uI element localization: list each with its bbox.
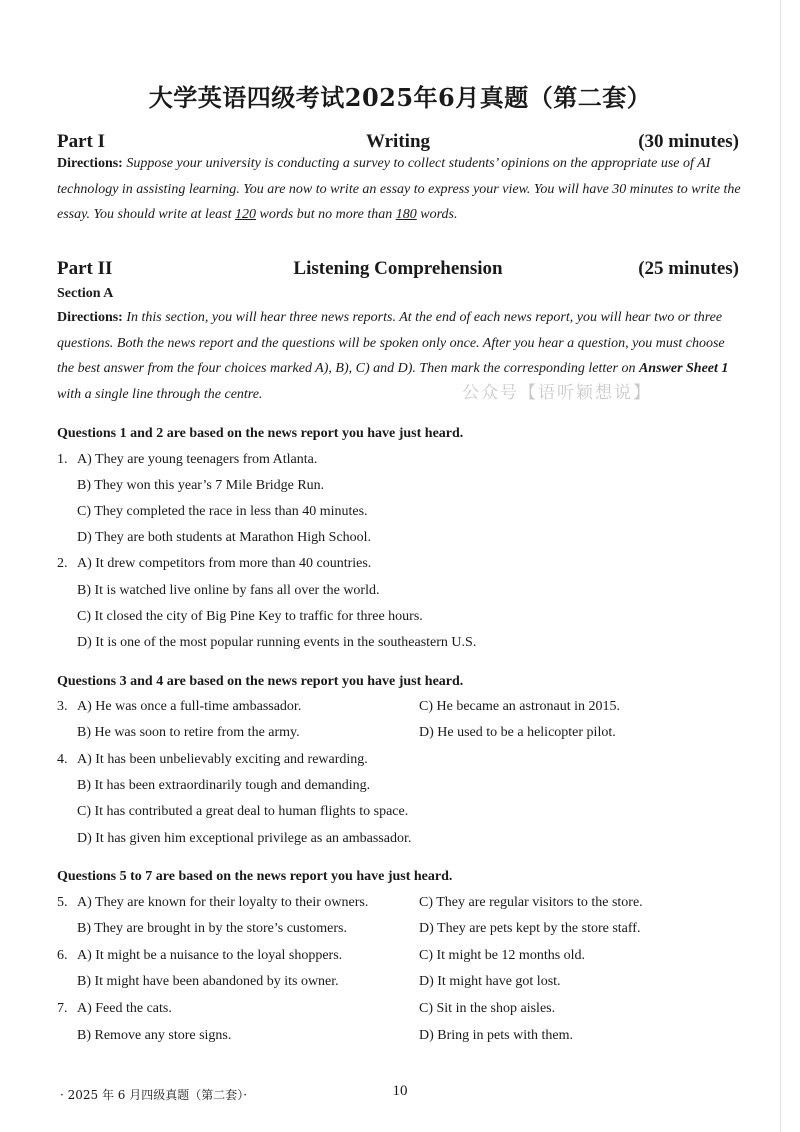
question-group-header: Questions 1 and 2 are based on the news report you have just heard. [57,426,464,441]
option-a: A) It has been unbelievably exciting and rewarding. [77,752,368,767]
question-number: 1. [57,452,68,467]
part1-label: Part I [57,131,106,152]
option-a: A) They are known for their loyalty to their owners. [77,895,369,910]
option-b: B) It might have been abandoned by its owner. [77,974,339,989]
option-d: D) He used to be a helicopter pilot. [419,725,616,740]
page-edge-line [780,0,781,1132]
watermark: 公众号【语听颖想说】 [462,383,652,403]
part2-label: Part II [57,258,113,279]
question-group-header: Questions 3 and 4 are based on the news report you have just heard. [57,674,464,689]
option-d: D) They are pets kept by the store staff. [419,921,641,936]
option-c: C) It has contributed a great deal to human flights to space. [77,804,409,819]
question-number: 5. [57,895,68,910]
part1-directions-lead: Directions: [57,156,123,171]
part1-max-words: 180 [395,207,417,223]
option-c: C) He became an astronaut in 2015. [419,699,620,714]
question-number: 6. [57,948,68,963]
question-group-header: Questions 5 to 7 are based on the news report you have just heard. [57,869,453,884]
part2-header [57,258,739,284]
part1-min-words: 120 [235,207,257,223]
option-b: B) It is watched live online by fans all over the world. [77,583,380,598]
footer-label: · 2025 年 6 月四级真题（第二套）· [60,1088,248,1102]
option-d: D) It has given him exceptional privilege as an ambassador. [77,831,412,846]
option-d: D) It is one of the most popular running events in the southeastern U.S. [77,635,477,650]
answer-sheet-label: Answer Sheet 1 [638,361,729,377]
part1-directions-text-3: words. [416,207,458,223]
part2-directions-text-1: In this section, you will hear three news reports. At the end of each news report, you will hear two or three questions. Both the news report and the questions will be spoken only once. After you hear a question, you must choose the best answer from the four choices marked A), B), C) and D). Then mark the corresponding letter on [57,310,725,377]
option-b: B) It has been extraordinarily tough and demanding. [77,778,371,793]
option-c: C) Sit in the shop aisles. [419,1001,556,1016]
part1-name: Writing [365,131,431,152]
option-d: D) They are both students at Marathon High School. [77,530,372,545]
option-b: B) They are brought in by the store’s customers. [77,921,347,936]
question-number: 3. [57,699,68,714]
option-a: A) He was once a full-time ambassador. [77,699,302,714]
option-b: B) Remove any store signs. [77,1028,232,1043]
option-b: B) He was soon to retire from the army. [77,725,300,740]
option-a: A) It might be a nuisance to the loyal shoppers. [77,948,343,963]
option-d: D) Bring in pets with them. [419,1028,573,1043]
page-number: 10 [392,1083,408,1099]
part1-directions-text-2: words but no more than [256,207,396,223]
part1-directions-text-1: Suppose your university is conducting a survey to collect students’ opinions on the appropriate use of AI technology in assisting learning. You are now to write an essay to express your view. You will have 30 minutes to write the essay. You should write at least [57,156,741,223]
section-a-label: Section A [57,286,114,301]
option-a: A) Feed the cats. [77,1001,172,1016]
part1-time: (30 minutes) [638,131,739,152]
option-c: C) It closed the city of Big Pine Key to traffic for three hours. [77,609,423,624]
part2-directions-text-2: with a single line through the centre. [57,387,263,403]
option-d: D) It might have got lost. [419,974,561,989]
option-c: C) It might be 12 months old. [419,948,586,963]
question-number: 4. [57,752,68,767]
option-c: C) They completed the race in less than 40 minutes. [77,504,368,519]
option-a: A) It drew competitors from more than 40 countries. [77,556,372,571]
option-c: C) They are regular visitors to the store. [419,895,643,910]
option-a: A) They are young teenagers from Atlanta. [77,452,318,467]
page-title: 大学英语四级考试2025年6月真题（第二套） [148,83,652,112]
part1-directions [57,151,741,228]
option-b: B) They won this year’s 7 Mile Bridge Run. [77,478,325,493]
part2-name: Listening Comprehension [293,258,503,279]
question-number: 2. [57,556,68,571]
question-number: 7. [57,1001,68,1016]
part2-directions-lead: Directions: [57,310,123,325]
part2-time: (25 minutes) [638,258,739,279]
